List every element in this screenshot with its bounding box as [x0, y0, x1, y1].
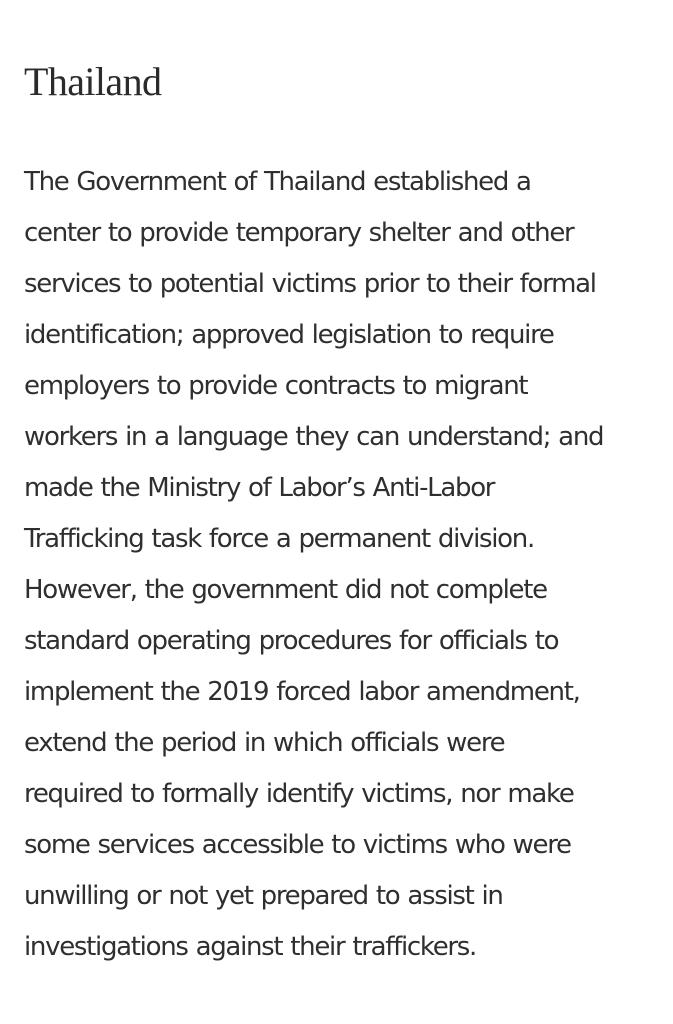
- paragraph-line: employers to provide contracts to migrant: [24, 371, 528, 401]
- paragraph-line: some services accessible to victims who were: [24, 830, 571, 860]
- paragraph-line: identification; approved legislation to require: [24, 320, 554, 350]
- paragraph-line: The Government of Thailand established a: [24, 167, 531, 197]
- paragraph-line: services to potential victims prior to their formal: [24, 269, 596, 299]
- article-paragraph: [24, 157, 664, 973]
- paragraph-line: standard operating procedures for officials to: [24, 626, 559, 656]
- paragraph-line: investigations against their traffickers.: [24, 932, 476, 962]
- paragraph-line: center to provide temporary shelter and other: [24, 218, 574, 248]
- paragraph-line: implement the 2019 forced labor amendment,: [24, 677, 580, 707]
- paragraph-line: However, the government did not complete: [24, 575, 547, 605]
- section-heading: Thailand: [24, 59, 162, 104]
- paragraph-line: workers in a language they can understand; and: [24, 422, 604, 452]
- paragraph-line: Trafficking task force a permanent division.: [24, 524, 534, 554]
- paragraph-line: required to formally identify victims, nor make: [24, 779, 574, 809]
- paragraph-line: unwilling or not yet prepared to assist in: [24, 881, 503, 911]
- paragraph-line: extend the period in which officials were: [24, 728, 505, 758]
- paragraph-line: made the Ministry of Labor’s Anti-Labor: [24, 473, 495, 503]
